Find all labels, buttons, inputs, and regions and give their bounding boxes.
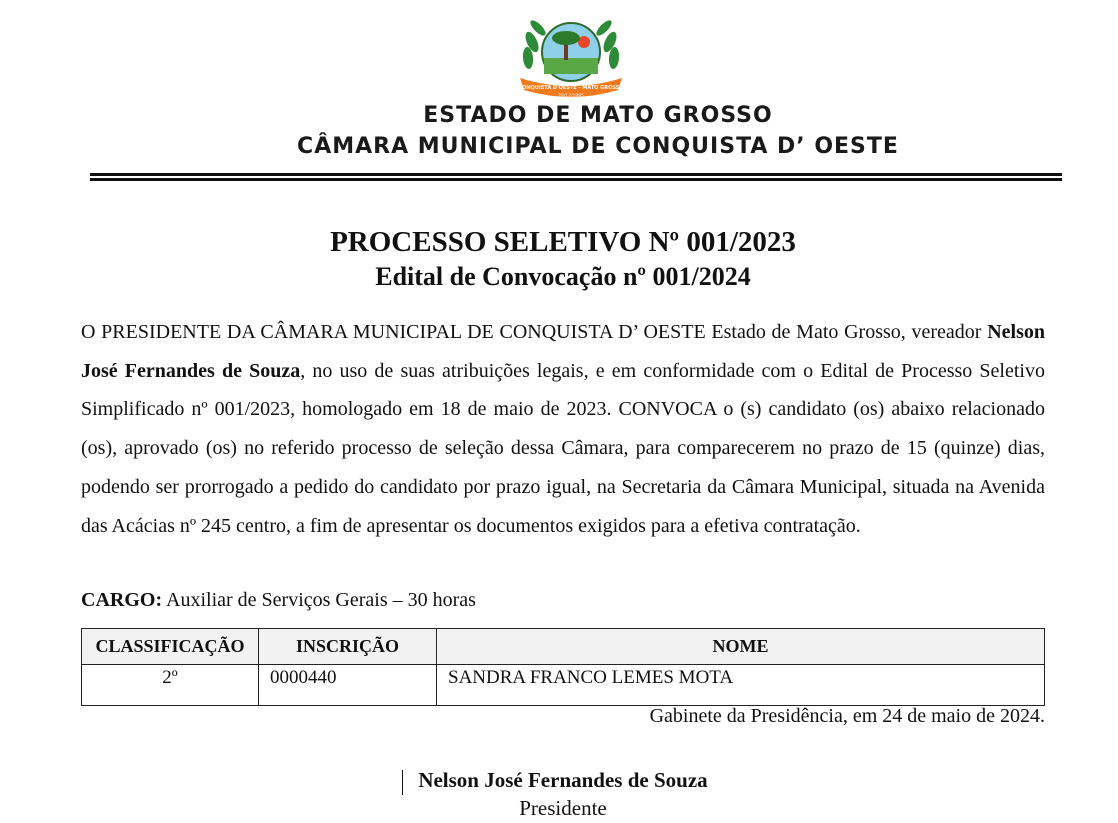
header-chamber: CÂMARA MUNICIPAL DE CONQUISTA D’ OESTE — [297, 134, 899, 159]
cargo-value: Auxiliar de Serviços Gerais – 30 horas — [162, 589, 476, 611]
table-row — [82, 665, 1045, 706]
header-state: ESTADO DE MATO GROSSO — [423, 103, 773, 128]
cargo-label: CARGO: — [81, 589, 163, 611]
header-divider-bottom — [90, 178, 1062, 181]
table-header-nome: NOME — [437, 629, 1045, 665]
logo-text-top: CONQUISTA D'OESTE - MATO GROSSO — [518, 85, 624, 91]
signature-name: Nelson José Fernandes de Souza — [418, 768, 708, 792]
document-title: PROCESSO SELETIVO Nº 001/2023 — [330, 226, 796, 258]
logo-text-date: 28/12/1995 — [558, 94, 584, 99]
table-cell-classificacao: 2º — [82, 665, 259, 706]
cargo-line — [81, 589, 476, 612]
table-header-row — [82, 629, 1045, 665]
date-line: Gabinete da Presidência, em 24 de maio de 2024. — [649, 705, 1045, 727]
table-cell-inscricao: 0000440 — [259, 665, 437, 706]
body-paragraph — [81, 313, 1045, 545]
table-header-inscricao: INSCRIÇÃO — [259, 629, 437, 665]
table-cell-nome: SANDRA FRANCO LEMES MOTA — [437, 665, 1045, 706]
table-header-classificacao: CLASSIFICAÇÃO — [82, 629, 259, 665]
body-text-part2: , no uso de suas atribuições legais, e em conformidade com o Edital de Processo Seletivo Simplificado nº 001/2023, homologado em 18 de maio de 2023. CONVOCA o (s) candidato (os) abaixo relacionado (os), aprovado (os) no referido processo de seleção dessa Câmara, para comparecerem no prazo de 15 (quinze) dias, podendo ser prorrogado a pedido do candidato por prazo igual, na Secretaria da Câmara Municipal, situada na Avenida das Acácias nº 245 centro, a fim de apresentar os documentos exigidos para a efetiva contratação. — [81, 359, 1045, 537]
municipal-crest-icon — [514, 12, 628, 102]
candidates-table — [81, 628, 1045, 706]
header-divider-top — [90, 173, 1062, 176]
body-text-part1: O PRESIDENTE DA CÂMARA MUNICIPAL DE CONQUISTA D’ OESTE Estado de Mato Grosso, vereador — [81, 321, 988, 343]
document-subtitle: Edital de Convocação nº 001/2024 — [375, 262, 751, 291]
body-text-name: Nelson José Fernandes de Souza — [81, 321, 1045, 382]
signature-role: Presidente — [519, 796, 607, 820]
